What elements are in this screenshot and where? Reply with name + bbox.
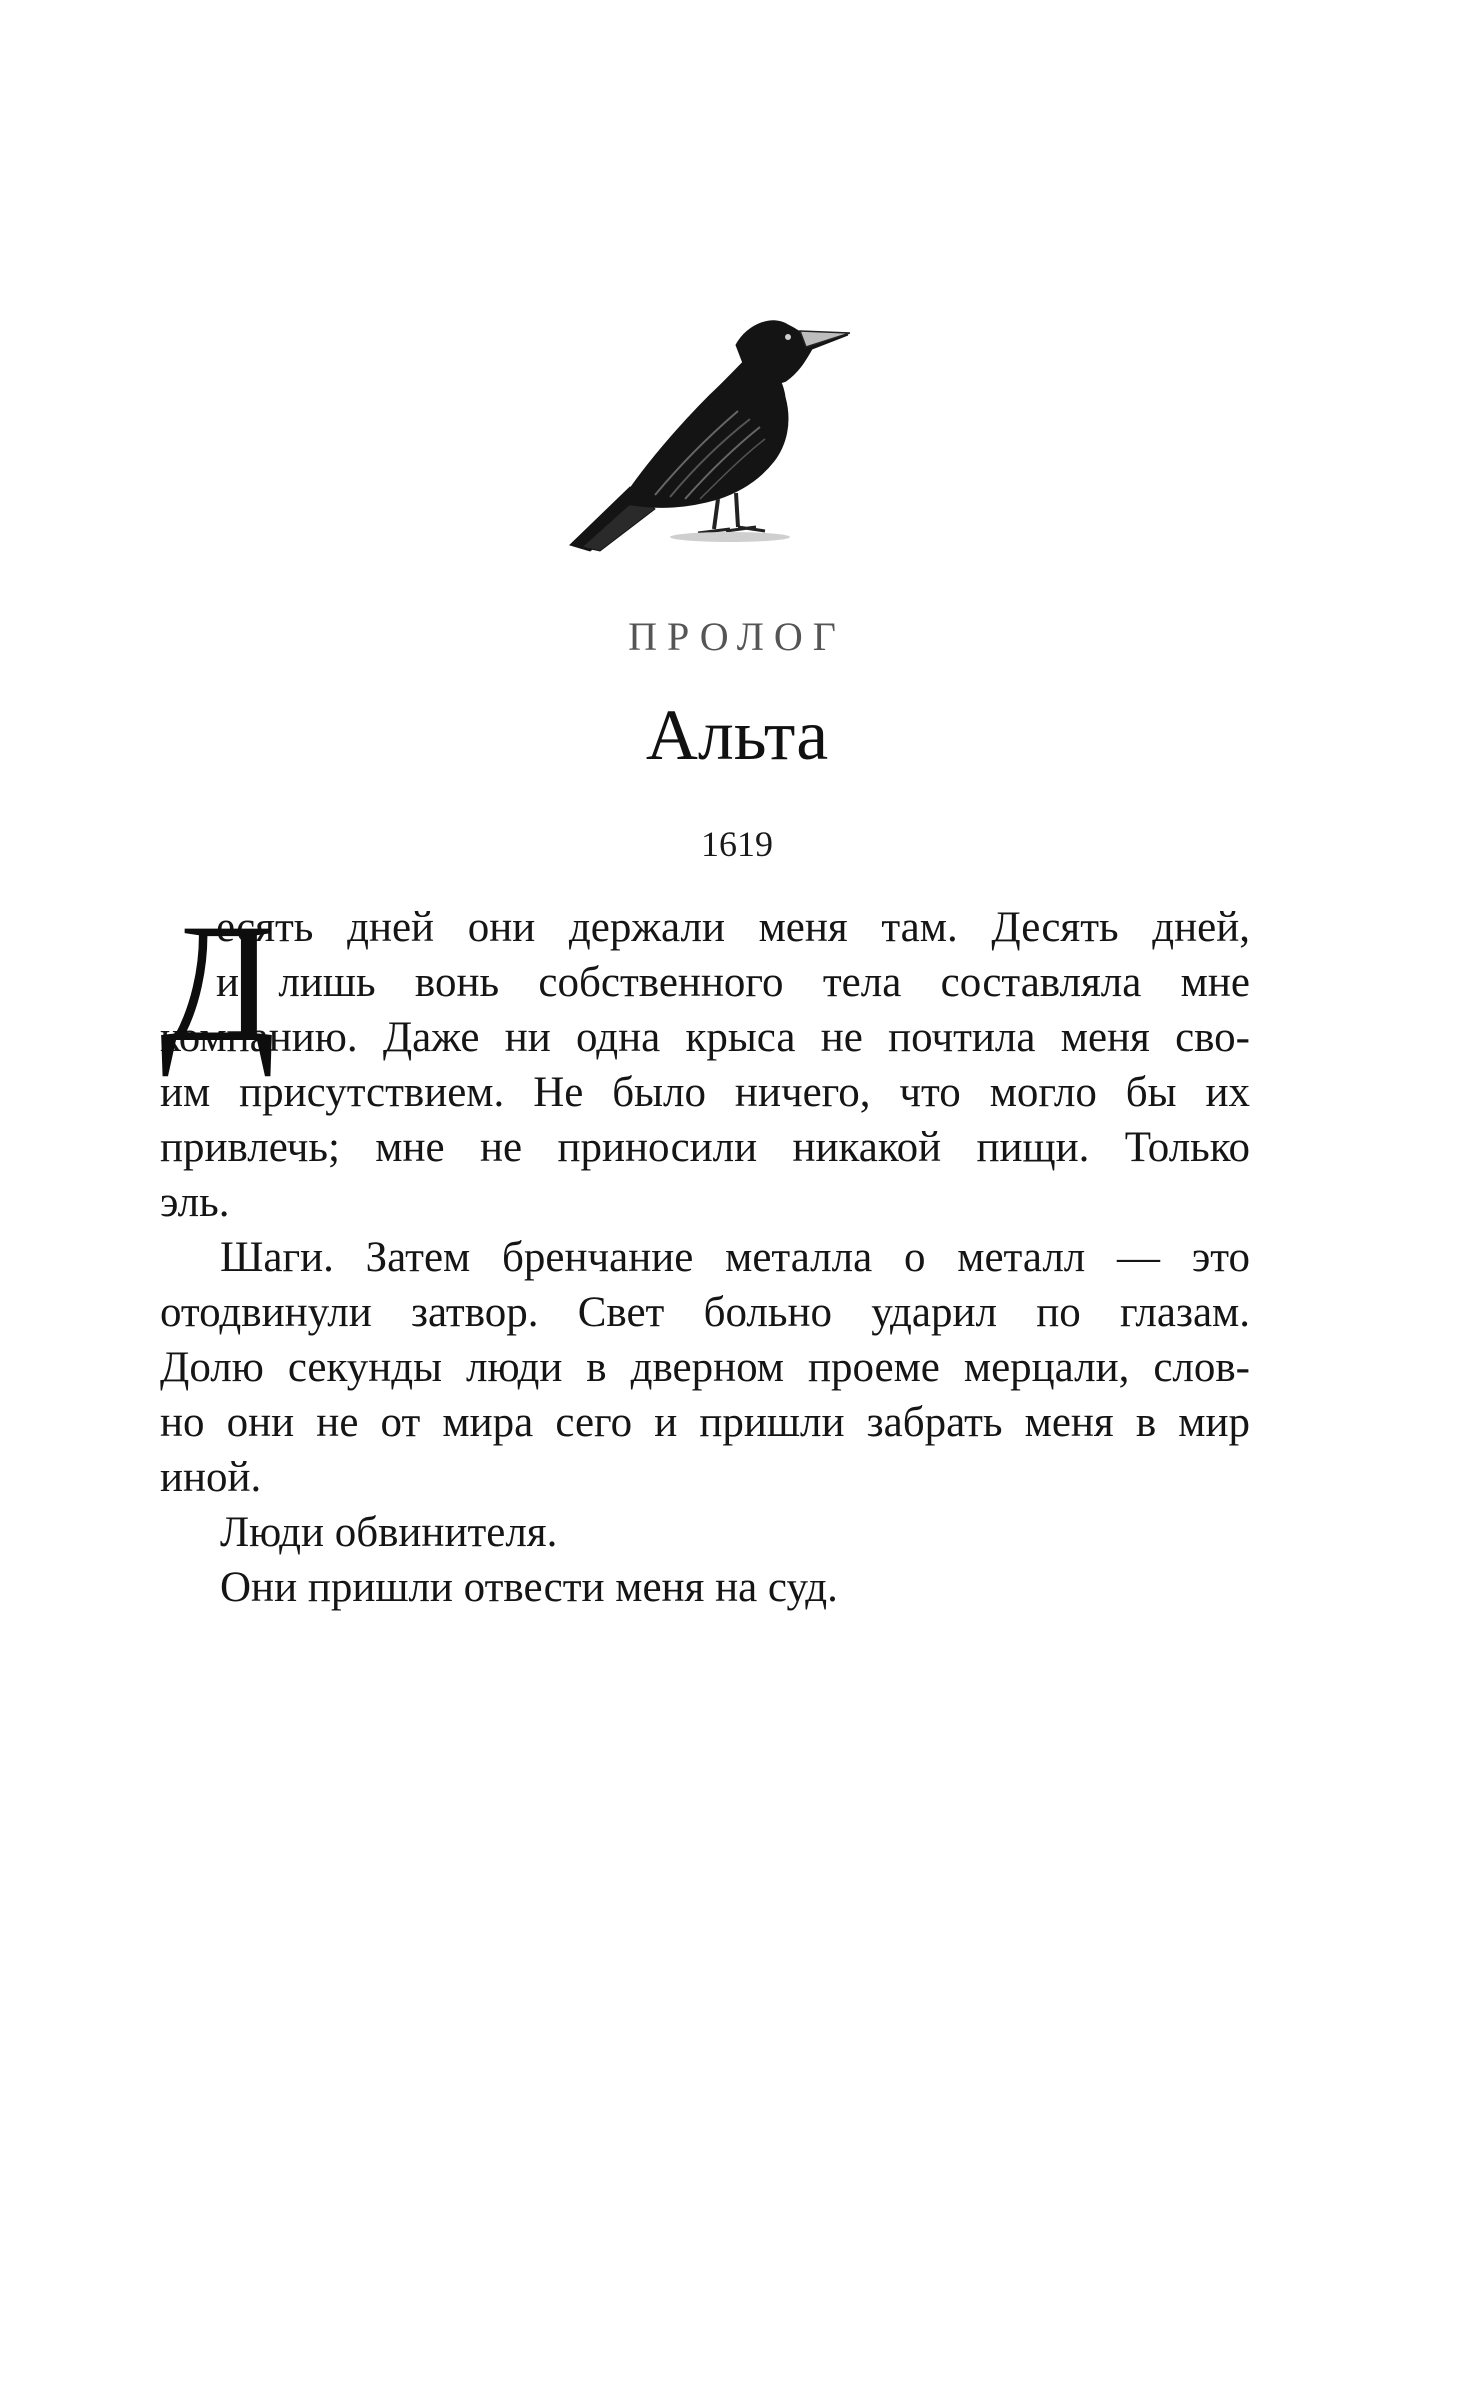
text-line: есять дней они держали меня там. Десять дней, bbox=[216, 904, 1250, 951]
text-line: Они пришли отвести меня на суд. bbox=[220, 1564, 838, 1611]
text-line: эль. bbox=[160, 1179, 230, 1226]
text-line: иной. bbox=[160, 1454, 262, 1501]
chapter-title: Альта bbox=[645, 695, 829, 775]
text-line: и лишь вонь собственного тела составляла мне bbox=[216, 959, 1250, 1006]
raven-icon bbox=[560, 315, 850, 555]
chapter-label: ПРОЛОГ bbox=[628, 614, 846, 659]
text-line: привлечь; мне не приносили никакой пищи. Только bbox=[160, 1124, 1250, 1171]
text-line: отодвинули затвор. Свет больно ударил по глазам. bbox=[160, 1289, 1250, 1336]
chapter-year: 1619 bbox=[701, 824, 773, 864]
text-line: Люди обвинителя. bbox=[220, 1509, 558, 1556]
body-text bbox=[160, 889, 1250, 1615]
text-line: компанию. Даже ни одна крыса не почтила меня сво- bbox=[160, 1014, 1250, 1061]
drop-cap: Д bbox=[160, 889, 276, 1077]
text-line: Долю секунды люди в дверном проеме мерцали, слов- bbox=[160, 1344, 1250, 1391]
text-line: но они не от мира сего и пришли забрать меня в мир bbox=[160, 1399, 1250, 1446]
text-line: Шаги. Затем бренчание металла о металл — это bbox=[220, 1234, 1250, 1281]
text-line: им присутствием. Не было ничего, что могло бы их bbox=[160, 1069, 1250, 1116]
